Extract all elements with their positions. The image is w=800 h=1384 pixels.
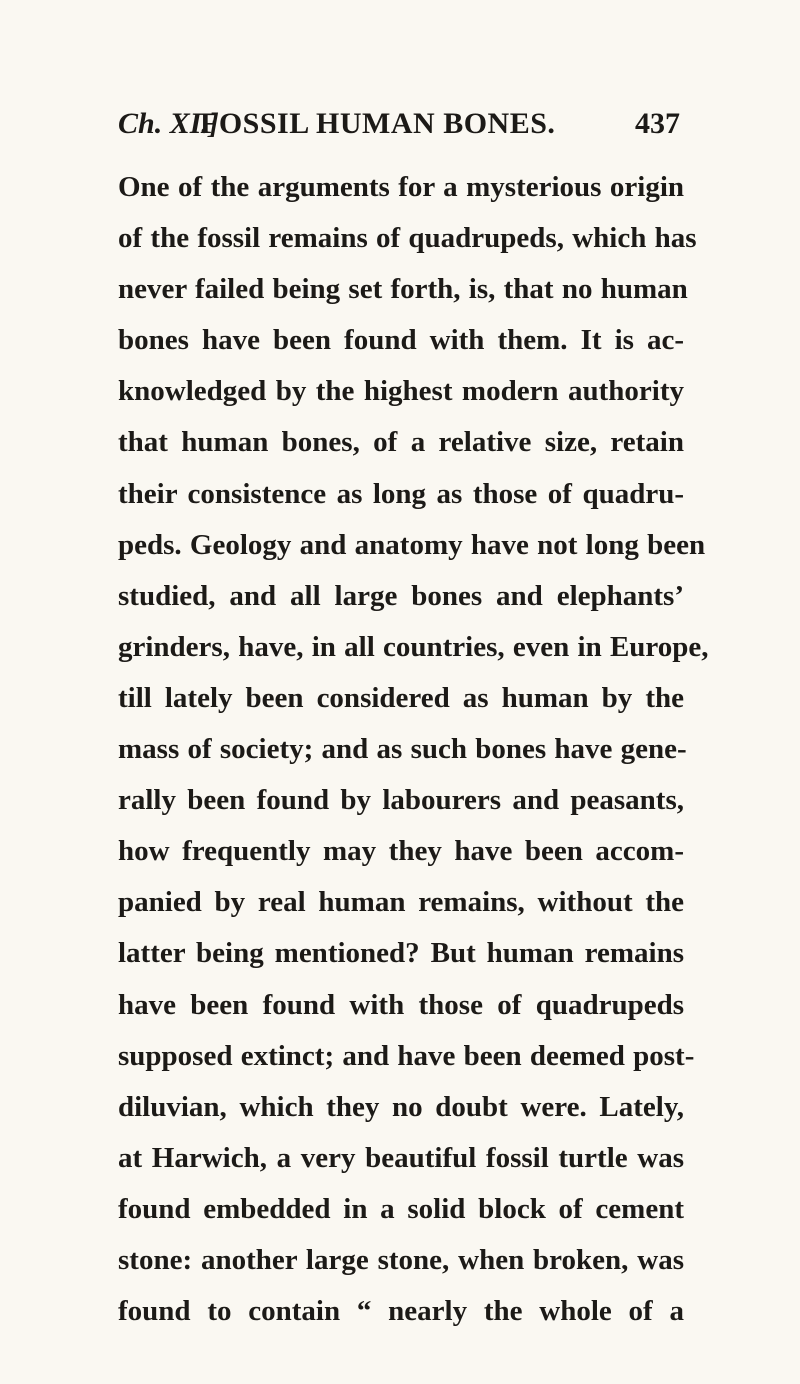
page-number: 437 bbox=[635, 107, 680, 140]
text-line: studied, and all large bones and elephants’ bbox=[118, 579, 684, 612]
text-line: bones have been found with them. It is ac- bbox=[118, 324, 684, 357]
text-line: have been found with those of quadrupeds bbox=[118, 988, 684, 1021]
text-line: peds. Geology and anatomy have not long been bbox=[118, 528, 706, 561]
text-line: supposed extinct; and have been deemed post- bbox=[118, 1039, 695, 1072]
text-line: knowledged by the highest modern authority bbox=[118, 375, 684, 408]
text-line: of the fossil remains of quadrupeds, which has bbox=[118, 222, 697, 255]
running-title: FOSSIL HUMAN BONES. bbox=[200, 107, 556, 140]
text-line: that human bones, of a relative size, retain bbox=[118, 426, 684, 459]
text-line: diluvian, which they no doubt were. Lately, bbox=[118, 1090, 684, 1123]
text-line: found to contain “ nearly the whole of a bbox=[118, 1295, 684, 1328]
text-line: grinders, have, in all countries, even in Europe, bbox=[118, 630, 709, 663]
body-text bbox=[118, 162, 709, 1337]
running-header bbox=[118, 104, 680, 144]
text-line: panied by real human remains, without the bbox=[118, 886, 684, 919]
text-line: rally been found by labourers and peasants, bbox=[118, 784, 684, 817]
text-line: how frequently may they have been accom- bbox=[118, 835, 684, 868]
text-line: at Harwich, a very beautiful fossil turtle was bbox=[118, 1141, 684, 1174]
chapter-reference: Ch. XI.] bbox=[118, 107, 219, 140]
text-line: till lately been considered as human by the bbox=[118, 681, 684, 714]
text-line: their consistence as long as those of quadru- bbox=[118, 477, 684, 510]
text-line: One of the arguments for a mysterious origin bbox=[118, 171, 684, 203]
text-line: latter being mentioned? But human remains bbox=[118, 937, 684, 970]
text-line: never failed being set forth, is, that no human bbox=[118, 273, 688, 306]
text-line: mass of society; and as such bones have gene- bbox=[118, 733, 687, 766]
text-line: stone: another large stone, when broken, was bbox=[118, 1243, 684, 1276]
text-line: found embedded in a solid block of cement bbox=[118, 1192, 684, 1225]
